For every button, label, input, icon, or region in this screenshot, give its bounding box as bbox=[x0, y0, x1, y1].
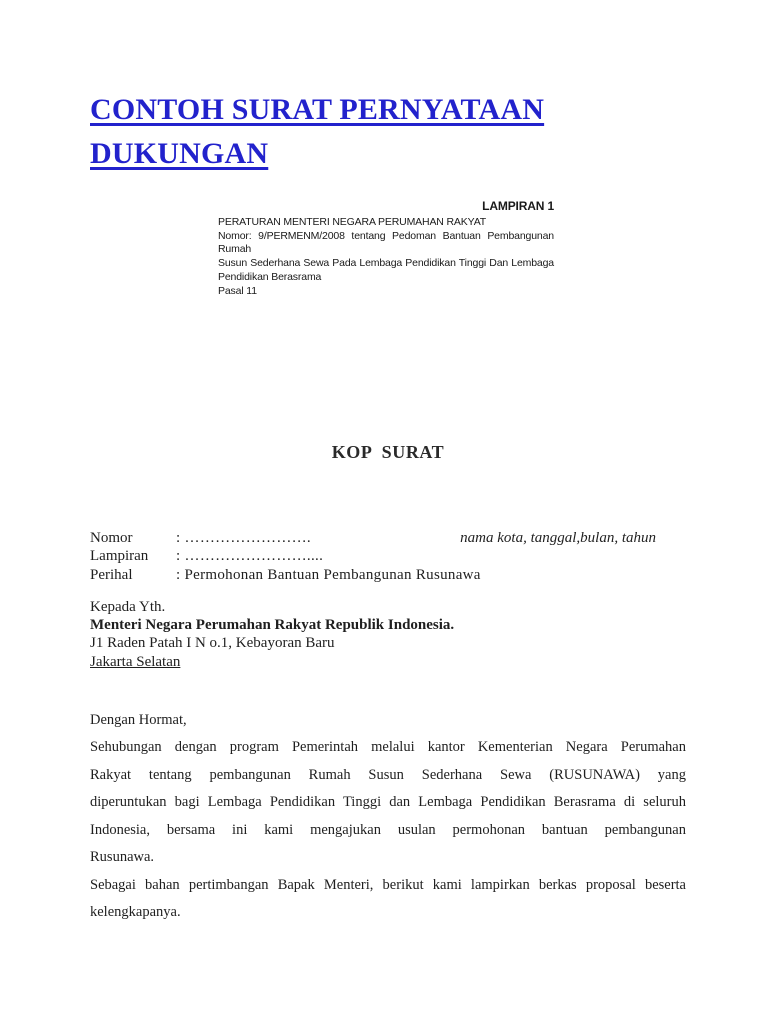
lampiran-row-label: Lampiran bbox=[90, 548, 149, 565]
lampiran-label: LAMPIRAN 1 bbox=[482, 199, 554, 213]
body-paragraph-1 bbox=[90, 734, 686, 872]
letter-content bbox=[90, 0, 686, 927]
text-line: kelengkapanya. bbox=[90, 904, 181, 921]
salutation: Dengan Hormat, bbox=[90, 711, 187, 728]
text-line: diperuntukan bagi Lembaga Pendidikan Tinggi dan Lembaga Pendidikan Berasrama di seluruh bbox=[90, 794, 686, 811]
recipient-block bbox=[90, 598, 686, 671]
recipient-name: Menteri Negara Perumahan Rakyat Republik Indonesia. bbox=[90, 617, 455, 634]
text-line: Susun Sederhana Sewa Pada Lembaga Pendidikan Tinggi Dan Lembaga bbox=[218, 257, 554, 270]
lampiran-body-text bbox=[218, 230, 554, 285]
text-line: Rakyat tentang pembangunan Rumah Susun Sederhana Sewa (RUSUNAWA) yang bbox=[90, 766, 686, 783]
lampiran-heading: PERATURAN MENTERI NEGARA PERUMAHAN RAKYAT bbox=[218, 215, 487, 228]
meta-row-perihal bbox=[90, 566, 686, 585]
perihal-value: : Permohonan Bantuan Pembangunan Rusunawa bbox=[176, 566, 481, 583]
recipient-city: Jakarta Selatan bbox=[90, 653, 181, 670]
text-line: Pendidikan Berasrama bbox=[218, 270, 322, 283]
text-line: Nomor: 9/PERMENM/2008 tentang Pedoman Bantuan Pembangunan Rumah bbox=[218, 229, 554, 256]
document-title: CONTOH SURAT PERNYATAAN DUKUNGAN bbox=[90, 93, 545, 170]
perihal-label: Perihal bbox=[90, 566, 133, 583]
text-line: Indonesia, bersama ini kami mengajukan usulan permohonan bantuan pembangunan bbox=[90, 821, 686, 838]
letter-body bbox=[90, 707, 686, 927]
lampiran-block bbox=[218, 200, 554, 299]
lampiran-pasal: Pasal 11 bbox=[218, 284, 257, 297]
letter-meta-block bbox=[90, 529, 686, 585]
text-line: Sebagai bahan pertimbangan Bapak Menteri, berikut kami lampirkan berkas proposal beserta bbox=[90, 876, 686, 893]
text-line: Rusunawa. bbox=[90, 849, 155, 866]
recipient-kepada: Kepada Yth. bbox=[90, 599, 166, 616]
body-paragraph-2 bbox=[90, 872, 686, 927]
recipient-address: J1 Raden Patah I N o.1, Kebayoran Baru bbox=[90, 635, 335, 652]
letterhead-placeholder: KOP SURAT bbox=[331, 441, 445, 462]
nomor-value: : ……………………. bbox=[176, 529, 311, 546]
lampiran-row-value: : …………………….... bbox=[176, 548, 324, 565]
text-line: Sehubungan dengan program Pemerintah melalui kantor Kementerian Negara Perumahan bbox=[90, 739, 686, 756]
meta-row-lampiran bbox=[90, 547, 686, 566]
meta-row-nomor bbox=[90, 529, 686, 548]
date-placeholder: nama kota, tanggal,bulan, tahun bbox=[460, 529, 656, 546]
nomor-label: Nomor bbox=[90, 529, 133, 546]
